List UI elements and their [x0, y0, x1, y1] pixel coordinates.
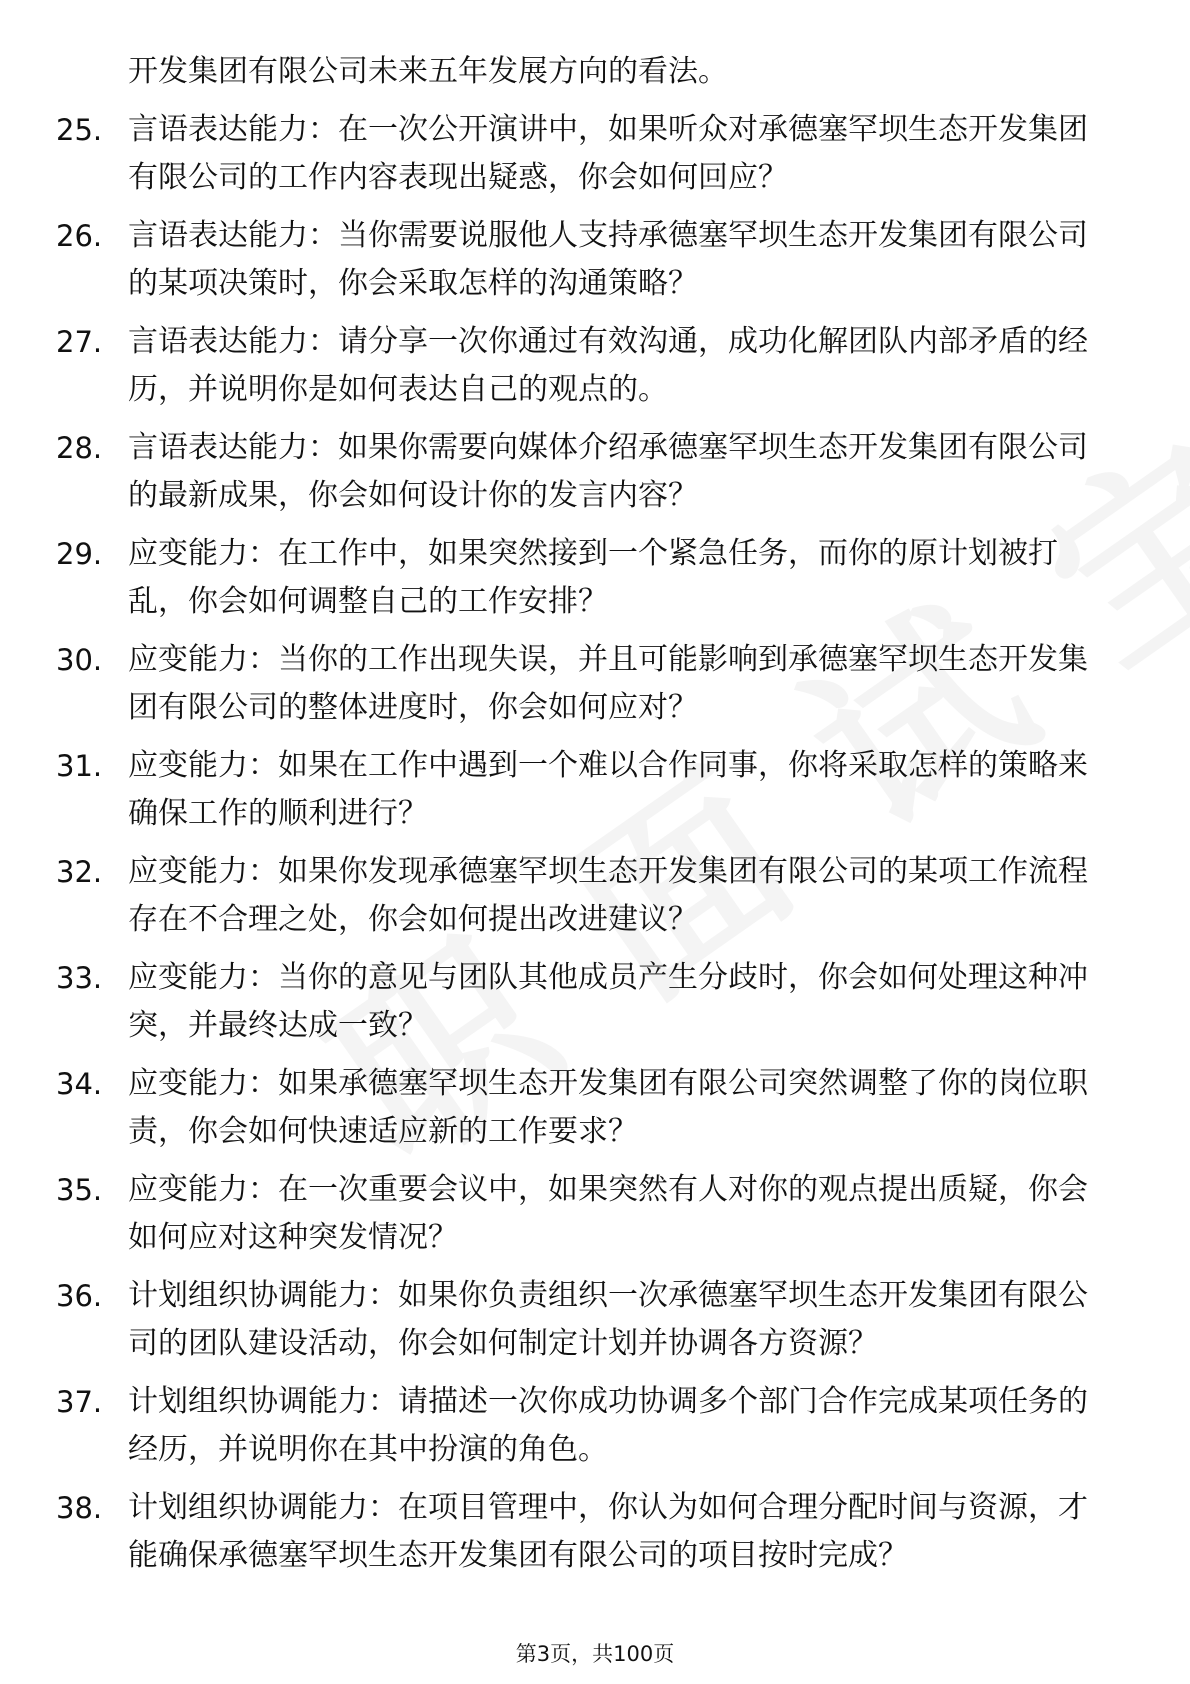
question-item [56, 424, 1116, 520]
question-item [56, 106, 1116, 202]
question-number: 35. [56, 1173, 103, 1207]
question-number: 30. [56, 643, 103, 677]
question-number: 27. [56, 325, 103, 359]
question-item [56, 636, 1116, 732]
question-item [56, 848, 1116, 944]
question-item [56, 1060, 1116, 1156]
question-text: 计划组织协调能力：在项目管理中，你认为如何合理分配时间与资源，才能确保承德塞罕坝生态开发集团有限公司的项目按时完成？ [128, 1490, 1088, 1573]
question-text: 应变能力：当你的工作出现失误，并且可能影响到承德塞罕坝生态开发集团有限公司的整体进度时，你会如何应对？ [128, 642, 1088, 725]
question-number: 29. [56, 537, 103, 571]
question-number: 28. [56, 431, 103, 465]
question-text: 应变能力：如果在工作中遇到一个难以合作同事，你将采取怎样的策略来确保工作的顺利进行？ [128, 748, 1088, 831]
question-item [56, 318, 1116, 414]
question-text: 计划组织协调能力：如果你负责组织一次承德塞罕坝生态开发集团有限公司的团队建设活动，你会如何制定计划并协调各方资源？ [128, 1278, 1088, 1361]
question-text: 言语表达能力：请分享一次你通过有效沟通，成功化解团队内部矛盾的经历，并说明你是如何表达自己的观点的。 [128, 324, 1088, 407]
question-number: 36. [56, 1279, 103, 1313]
question-number: 25. [56, 113, 103, 147]
question-text: 应变能力：在工作中，如果突然接到一个紧急任务，而你的原计划被打乱，你会如何调整自己的工作安排？ [128, 536, 1058, 619]
question-number: 32. [56, 855, 103, 889]
question-number: 34. [56, 1067, 103, 1101]
question-number: 37. [56, 1385, 103, 1419]
question-number: 26. [56, 219, 103, 253]
question-item [56, 212, 1116, 308]
page-footer: 第3页，共100页 [515, 1642, 675, 1666]
question-item [56, 1166, 1116, 1262]
question-text: 应变能力：当你的意见与团队其他成员产生分歧时，你会如何处理这种冲突，并最终达成一致？ [128, 960, 1088, 1043]
question-item [56, 954, 1116, 1050]
question-number: 33. [56, 961, 103, 995]
question-text: 应变能力：在一次重要会议中，如果突然有人对你的观点提出质疑，你会如何应对这种突发情况？ [128, 1172, 1088, 1255]
question-number: 38. [56, 1491, 103, 1525]
question-text: 言语表达能力：当你需要说服他人支持承德塞罕坝生态开发集团有限公司的某项决策时，你会采取怎样的沟通策略？ [128, 218, 1088, 301]
question-text: 言语表达能力：如果你需要向媒体介绍承德塞罕坝生态开发集团有限公司的最新成果，你会如何设计你的发言内容？ [128, 430, 1088, 513]
question-item [56, 1272, 1116, 1368]
question-text: 计划组织协调能力：请描述一次你成功协调多个部门合作完成某项任务的经历，并说明你在其中扮演的角色。 [128, 1384, 1088, 1467]
question-item [56, 530, 1116, 626]
question-item [56, 1378, 1116, 1474]
question-list [56, 106, 1116, 1590]
question-text: 应变能力：如果承德塞罕坝生态开发集团有限公司突然调整了你的岗位职责，你会如何快速适应新的工作要求？ [128, 1066, 1088, 1149]
question-item [56, 1484, 1116, 1580]
question-text: 言语表达能力：在一次公开演讲中，如果听众对承德塞罕坝生态开发集团有限公司的工作内容表现出疑惑，你会如何回应？ [128, 112, 1088, 195]
question-number: 31. [56, 749, 103, 783]
question-item [56, 742, 1116, 838]
question-text: 应变能力：如果你发现承德塞罕坝生态开发集团有限公司的某项工作流程存在不合理之处，你会如何提出改进建议？ [128, 854, 1088, 937]
continuation-text: 开发集团有限公司未来五年发展方向的看法。 [128, 54, 728, 89]
